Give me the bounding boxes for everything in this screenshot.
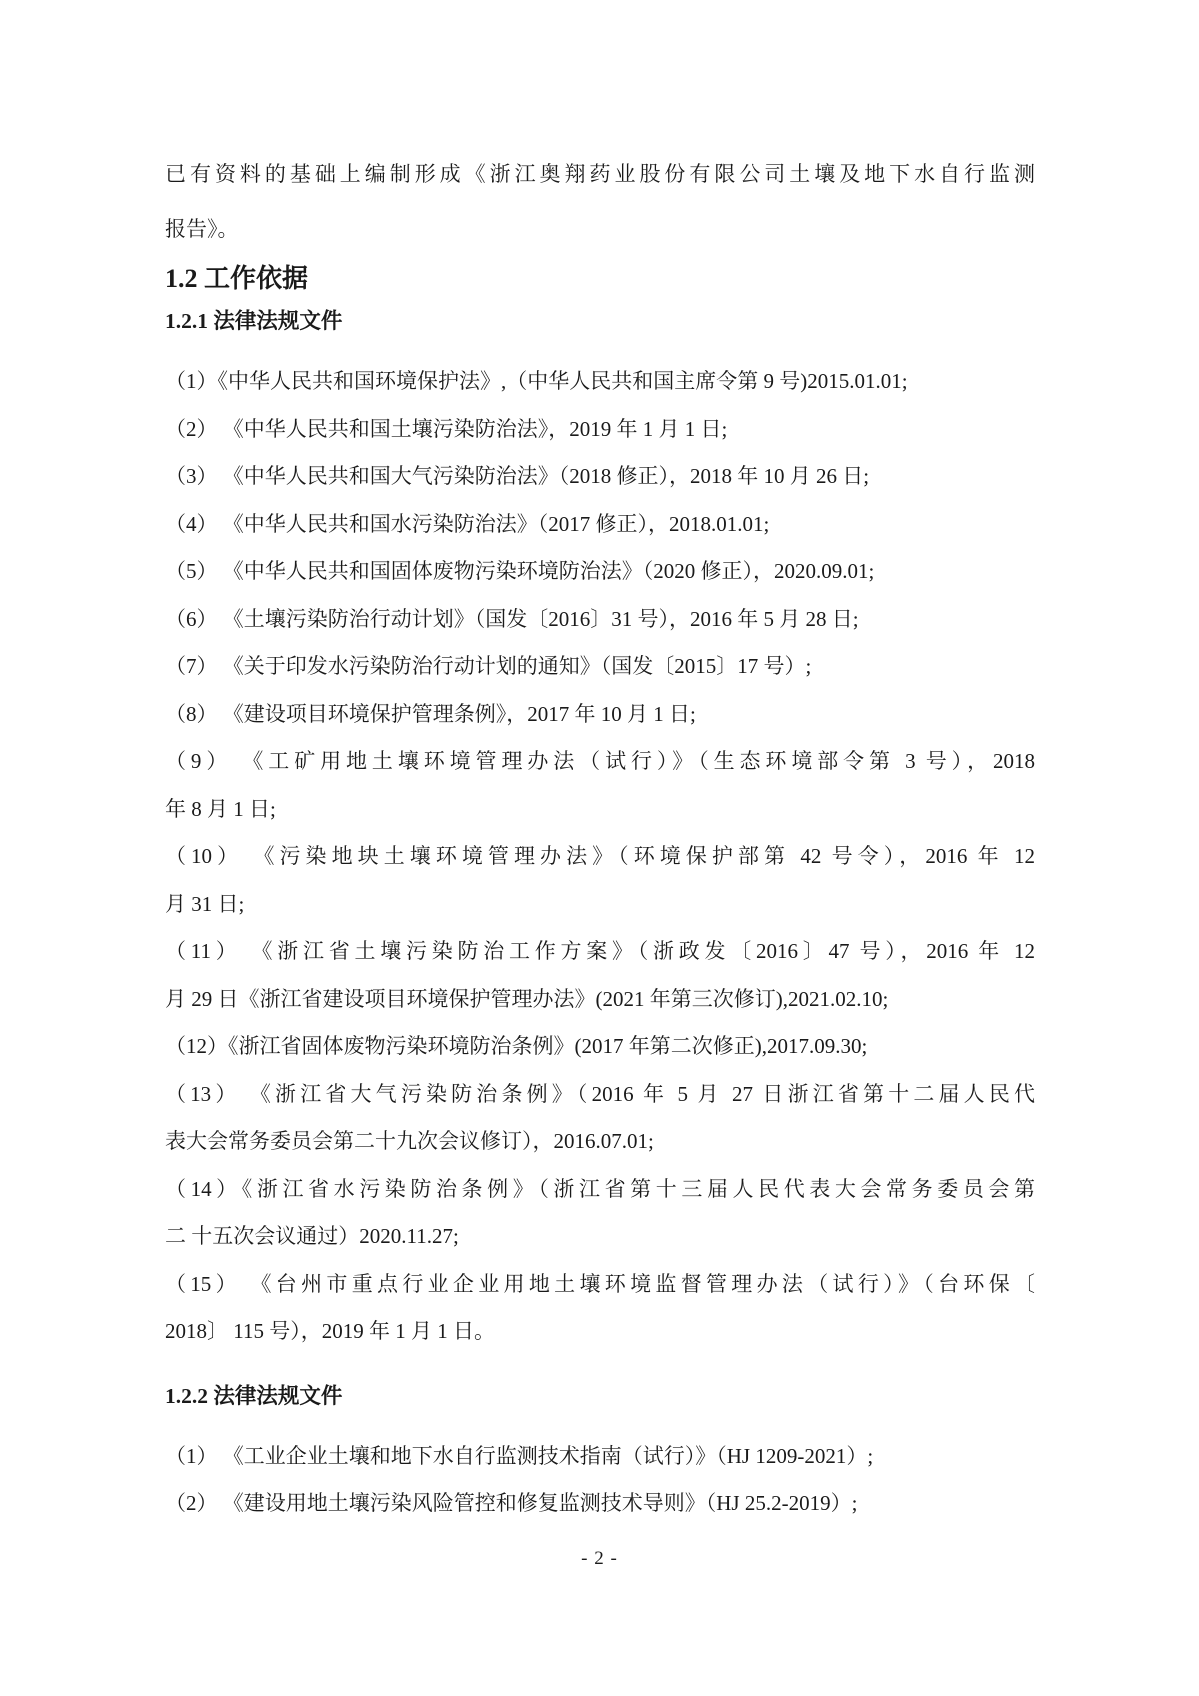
- list-item: [165, 928, 1035, 1023]
- list-item: [165, 501, 1035, 549]
- list-item: [165, 1480, 1035, 1528]
- list-item: [165, 1433, 1035, 1481]
- text-line: 已有资料的基础上编制形成《浙江奥翔药业股份有限公司土壤及地下水自行监测: [165, 162, 1035, 186]
- text-line: 表大会常务委员会第二十九次会议修订），2016.07.01;: [165, 1129, 654, 1153]
- text-line: （12）《浙江省固体废物污染环境防治条例》(2017 年第二次修正),2017.09.30;: [165, 1034, 868, 1058]
- text-line: （10） 《污染地块土壤环境管理办法》（环境保护部第 42 号令），2016 年 12: [165, 844, 1035, 868]
- text-line: （3） 《中华人民共和国大气污染防治法》（2018 修正），2018 年 10 月 26 日;: [165, 464, 870, 488]
- list-item: [165, 453, 1035, 501]
- text-line: 月 31 日;: [165, 891, 245, 916]
- list-item: [165, 548, 1035, 596]
- intro-paragraph: [165, 147, 1035, 257]
- text-line: 2018〕 115 号），2019 年 1 月 1 日。: [165, 1319, 495, 1343]
- list-item: [165, 358, 1035, 406]
- page-content: [165, 147, 1035, 1528]
- section-heading: 1.2 工作依据: [165, 264, 309, 293]
- list-item: [165, 833, 1035, 928]
- legal-regulation-list: [165, 358, 1035, 1356]
- text-line: （6） 《土壤污染防治行动计划》（国发〔2016〕31 号），2016 年 5 月 28 日;: [165, 606, 859, 631]
- text-line: （5） 《中华人民共和国固体废物污染环境防治法》（2020 修正），2020.09.01;: [165, 559, 875, 583]
- list-item: [165, 1023, 1035, 1071]
- technical-standard-list: [165, 1433, 1035, 1528]
- text-line: （8） 《建设项目环境保护管理条例》，2017 年 10 月 1 日;: [165, 701, 696, 726]
- list-item: [165, 596, 1035, 644]
- subsection-heading-1: 1.2.1 法律法规文件: [165, 309, 343, 333]
- text-line: （11） 《浙江省土壤污染防治工作方案》（浙政发〔2016〕47 号），2016 年 12: [165, 939, 1035, 963]
- list-item: [165, 738, 1035, 833]
- text-line: （4） 《中华人民共和国水污染防治法》（2017 修正），2018.01.01;: [165, 511, 770, 536]
- list-item: [165, 1261, 1035, 1356]
- text-line: 月 29 日《浙江省建设项目环境保护管理办法》(2021 年第三次修订),2021.02.10;: [165, 986, 889, 1011]
- text-line: （7） 《关于印发水污染防治行动计划的通知》（国发〔2015〕17 号）;: [165, 654, 812, 678]
- text-line: （2） 《建设用地土壤污染风险管控和修复监测技术导则》（HJ 25.2-2019）;: [165, 1491, 858, 1515]
- list-item: [165, 691, 1035, 739]
- list-item: [165, 643, 1035, 691]
- text-line: 二 十五次会议通过）2020.11.27;: [165, 1224, 459, 1248]
- text-line: （15） 《台州市重点行业企业用地土壤环境监督管理办法（试行）》（台环保〔: [165, 1271, 1035, 1296]
- text-line: 年 8 月 1 日;: [165, 796, 276, 821]
- text-line: （13） 《浙江省大气污染防治条例》（2016 年 5 月 27 日浙江省第十二届人民代: [165, 1081, 1035, 1106]
- list-item: [165, 1071, 1035, 1166]
- text-line: （2） 《中华人民共和国土壤污染防治法》，2019 年 1 月 1 日;: [165, 416, 728, 441]
- subsection-heading-2: 1.2.2 法律法规文件: [165, 1383, 343, 1408]
- text-line: （1）《中华人民共和国环境保护法》,（中华人民共和国主席令第 9 号)2015.01.01;: [165, 369, 908, 393]
- list-item: [165, 1166, 1035, 1261]
- text-line: （1） 《工业企业土壤和地下水自行监测技术指南（试行）》（HJ 1209-2021）;: [165, 1443, 874, 1468]
- page-number: - 2 -: [581, 1548, 618, 1569]
- text-line: （9） 《工矿用地土壤环境管理办法（试行）》（生态环境部令第 3 号），2018: [165, 749, 1035, 773]
- text-line: （14）《浙江省水污染防治条例》（浙江省第十三届人民代表大会常务委员会第: [165, 1176, 1035, 1201]
- text-line: 报告》。: [165, 217, 239, 241]
- list-item: [165, 406, 1035, 454]
